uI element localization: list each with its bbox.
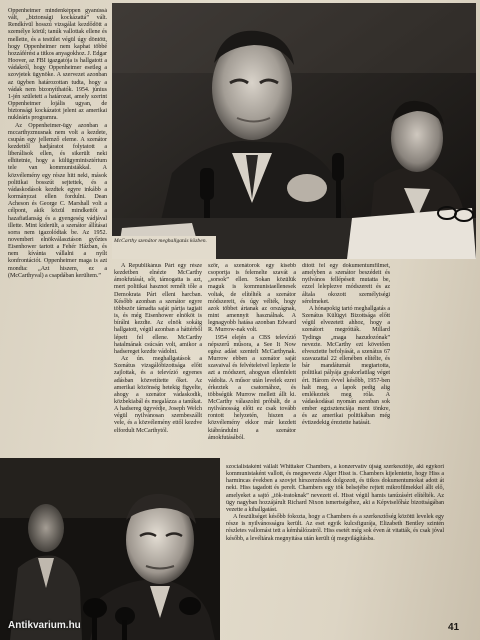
text-column-2	[114, 263, 202, 448]
paragraph: A Republikánus Párt egy része kezdetben elnézte McCarthy ámokfutását, sőt, támogatta is azt, mert politikai hasznot remélt tőle a Demokrata Párt elleni harcban. Később azonban a szenátor egyre többször támadta saját pártja tagjait is, és még Eisenhower elnököt is bírálni kezdte. Az elnök sokáig hallgatott, végül azonban a háttérből lépett fel ellene. McCarthy hatalmának csúcsán volt, amikor a hadsereget kezdte vádolni.	[114, 263, 202, 355]
page-number: 41	[448, 622, 460, 633]
paragraph: Az ún. meghallgatások a Szenátus vizsgálóbizottsága előtt zajlottak, és a televízió egyenes adásban közvetítette őket. Az amerikai közönség hetekig figyelte, ahogy a szenátor vádaskodik, közbekiabál és megalázza a tanúkat. A hadsereg ügyvédje, Joseph Welch végül nyilvánosan szembeszállt vele, és a közvélemény ettől kezdve elfordult McCarthytól.	[114, 356, 202, 434]
paragraph: ször, a szenátorok egy kisebb csoportja is felemelte szavát a „sorsok” ellen. Sokan közülük maguk is kommunistaellenesek voltak, de elítélték a szenátor módszereit, és úgy vélték, hogy azok többet ártanak az országnak, mint amennyit használnak. A legnagyobb hatása azonban Edward R. Murrow-nak volt.	[208, 263, 296, 334]
paragraph: A feszültséget később fokozta, hogy a Chambers és a szerkesztőség közötti levelek egy része is nyilvánosságra került. Az eset egyik kulcsfigurája, Elizabeth Bentley szintén részletes vallomást tett a kémhálózatról. Hiss esetét még sok éven át vitatták, és csak jóval később, a levéltárak megnyitása után került új megvilágításba.	[226, 514, 444, 542]
text-column-left	[8, 8, 107, 448]
text-column-4	[302, 263, 390, 448]
paragraph: Oppenheimer mindenképpen gyanússá vált, „biztonsági kockázattá” vált. Rendkívül hosszú vizsgálat kezdődött a személye körül; tanúk vallottak ellene és mellette, és a testület végül úgy döntött, hogy Oppenheimer nem kaphat többé hozzáférést a titkos anyagokhoz. J. Edgar Hoover, az FBI igazgatója is hallgatott a vádakról, hogy Oppenheimer esetleg a szovjetek ügynöke. A szervezet azonban az ügyben határozottan tudta, hogy a vádak nem bizonyíthatók. 1954. június 1-jén született a határozat, amely szerint Oppenheimer lojális ugyan, de biztonsági kockázatot jelent az amerikai nukleáris programra.	[8, 8, 107, 122]
photo-caption: McCarthy szenátor meghallgatás közben.	[114, 238, 207, 244]
paragraph: szocialistaként vállalt Whittaker Chambers, a konzervatív újság szerkesztője, aki egykori kommunistaként vallott, és megnevezte Alger Hisst is. Chambers kijelentette, hogy Hiss a harmincas években a szovjet hírszerzésnek dolgozott, és titkos dokumentumokat adott át neki. Hiss tagadott és perelt. Chambers egy tök belsejébe rejtett mikrofilmekkel állt elő, amelyeket a sajtó „tök-iratoknak” nevezett el. Hisst végül hamis tanúzásért elítélték. Az ügy nagyban hozzájárult Richard Nixon ismertségéhez, aki a Képviselőház bizottságában vezette a kihallgatást.	[226, 464, 444, 513]
paragraph: Az Oppenheimer-ügy azonban a mccarthyzmusnak nem volt a kezdete, csupán egy jellemző eleme. A szenátor kezdettől hadjáratot folytatott a liberálisok ellen, és sikerült neki elhitetnie, hogy a külügyminisztérium tele van kommunistákkal. A közvélemény egy része hitt neki, mások politikai bosszút sejtettek, és a vádaskodások kezdtek egyre inkább a kormányzat ellen fordulni. Dean Acheson és George C. Marshall volt a célpont, akik közül mindkettőt a hazafiatlanság és a gyengeség vádjával illette. Mint kiderült, a szenátor állításai sorra nem igazolódtak be. Az 1952. novemberi elnökválasztáson győztes Eisenhower tartott a Fehér Házban, és nem kívánta vállalni a nyílt konfrontációt. Oppenheimer maga is azt mondta: „Azt hiszem, ez a (McCarthyval) a csapdában kerültem.”	[8, 122, 107, 279]
photo-hearing-microphones	[0, 458, 220, 640]
paragraph: A hónapokig tartó meghallgatás a Szenátus Külügyi Bizottsága előtt végül elvezetett ahhoz, hogy a szenátort megrótták. Millard Tydings „maga hazudozónak” nevezte. McCarthy ezt követően elvesztette befolyását, a szenátus 67 szavazattal 22 ellenében elítélte, és bár mandátumát megtartotta, politikai pályája gyakorlatilag véget ért. Három évvel később, 1957-ben halt meg, a lapok pedig alig emlékeztek meg róla. A vádaskodásai nyomán azonban sok ember egzisztenciája ment tönkre, és az amerikai politikában még évtizedekig éreztette hatását.	[302, 305, 390, 427]
paragraph: 1954 elején a CBS televízió népszerű műsora, a See It Now egész adást szentelt McCarthynak. Murrow ebben a szenátor saját szavaival és felvételeivel leplezte le azt a módszert, ahogyan ellenfeleit vádolta. A műsor után levelek ezrei érkeztek a csatornához, és többségük Murrow mellett állt ki. McCarthy válaszolni próbált, de a nyilvánosság előtt ez csak tovább rontott helyzetén, hiszen a közvélemény ekkor már kezdett kiábrándulni a szenátor ámokfutásából.	[208, 334, 296, 441]
watermark: Antikvarium.hu	[8, 620, 81, 631]
paragraph: dított fel egy dokumentumfilmet, amelyben a szenátor beszédeit és nyilvános fellépéseit mutatta be, ezzel leleplezve módszereit és az általa okozott személyiségi sérelmeket.	[302, 263, 390, 305]
text-column-3	[208, 263, 296, 448]
text-column-bottom	[226, 464, 444, 614]
photo-mccarthy-hearing	[112, 3, 476, 259]
